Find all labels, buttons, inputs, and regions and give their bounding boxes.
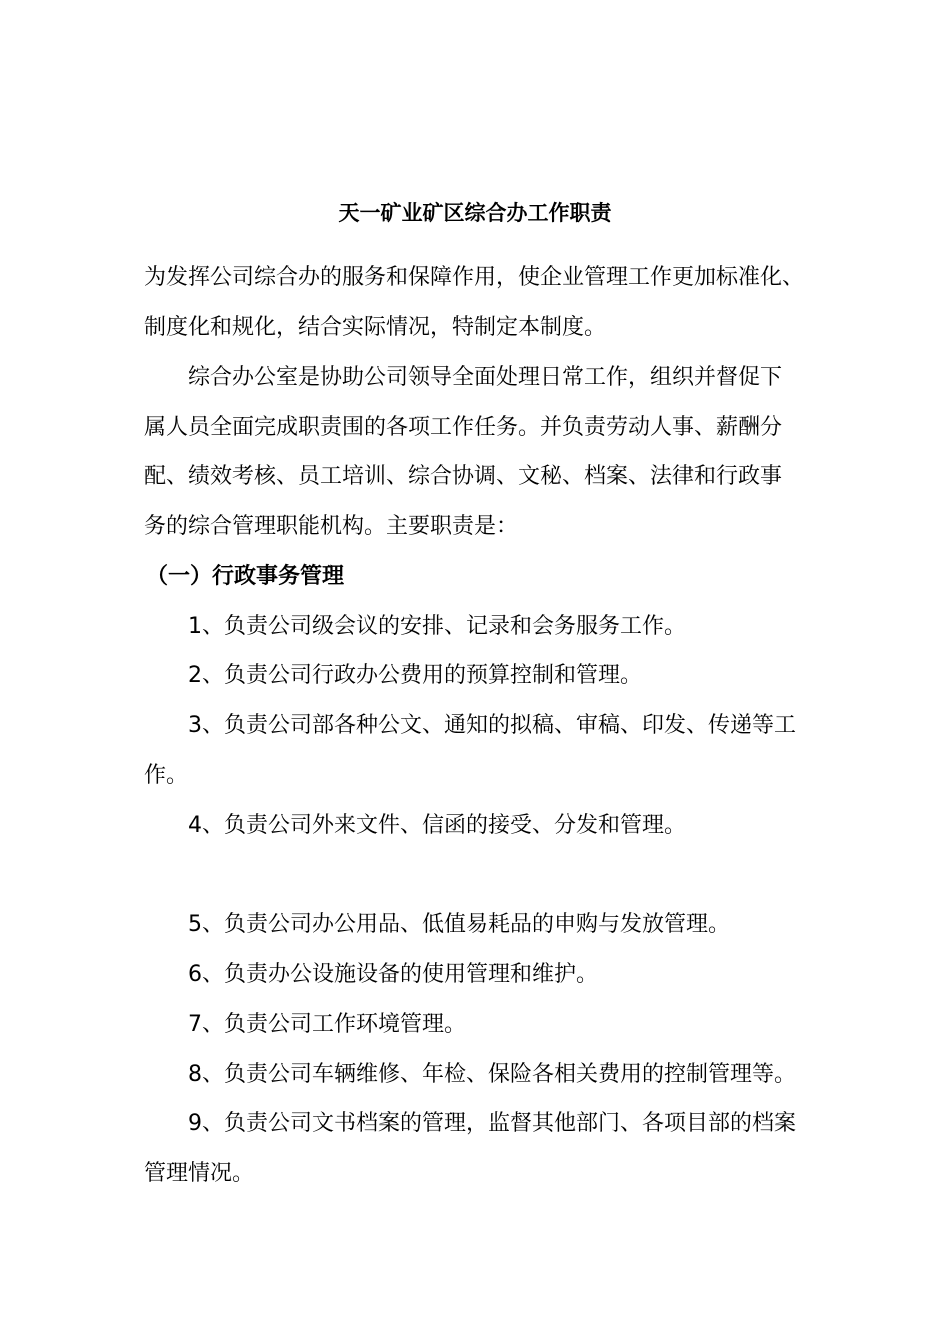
list-item: 3、负责公司部各种公文、通知的拟稿、审稿、印发、传递等工 bbox=[188, 713, 796, 738]
list-item: 6、负责办公设施设备的使用管理和维护。 bbox=[188, 962, 598, 987]
office-desc-line-3: 配、绩效考核、员工培训、综合协调、文秘、档案、法律和行政事 bbox=[144, 464, 783, 489]
list-item: 4、负责公司外来文件、信函的接受、分发和管理。 bbox=[188, 813, 686, 838]
list-item: 1、负责公司级会议的安排、记录和会务服务工作。 bbox=[188, 614, 686, 639]
office-desc-line-2: 属人员全面完成职责围的各项工作任务。并负责劳动人事、薪酬分 bbox=[144, 415, 783, 440]
list-item: 8、负责公司车辆维修、年检、保险各相关费用的控制管理等。 bbox=[188, 1062, 796, 1087]
list-item-continuation: 作。 bbox=[144, 763, 189, 788]
section-heading: （一）行政事务管理 bbox=[146, 564, 345, 589]
list-item: 5、负责公司办公用品、低值易耗品的申购与发放管理。 bbox=[188, 912, 730, 937]
list-item: 9、负责公司文书档案的管理，监督其他部门、各项目部的档案 bbox=[188, 1111, 796, 1136]
intro-line-2: 制度化和规化，结合实际情况，特制定本制度。 bbox=[144, 315, 607, 340]
list-item: 2、负责公司行政办公费用的预算控制和管理。 bbox=[188, 663, 642, 688]
office-desc-line-4: 务的综合管理职能机构。主要职责是： bbox=[144, 514, 519, 539]
list-item-continuation: 管理情况。 bbox=[144, 1161, 255, 1186]
intro-line-1: 为发挥公司综合办的服务和保障作用，使企业管理工作更加标准化、 bbox=[144, 265, 805, 290]
list-item: 7、负责公司工作环境管理。 bbox=[188, 1012, 466, 1037]
office-desc-line-1: 综合办公室是协助公司领导全面处理日常工作，组织并督促下 bbox=[188, 365, 783, 390]
document-title: 天一矿业矿区综合办工作职责 bbox=[338, 201, 612, 225]
